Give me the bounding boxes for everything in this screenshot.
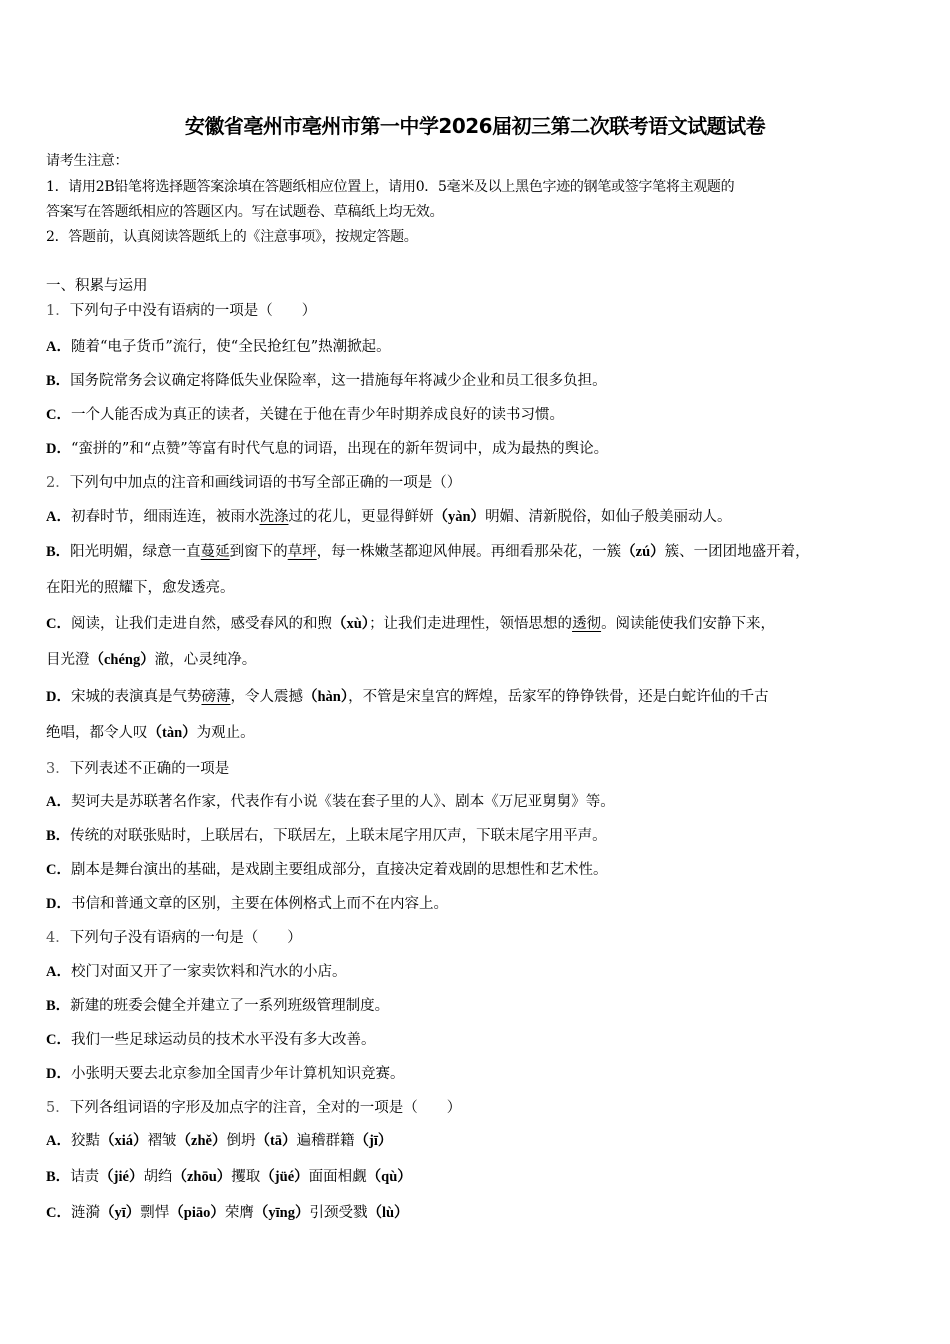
pinyin: （zú）	[621, 544, 665, 560]
option-text: 新建的班委会健全并建立了一系列班级管理制度。	[70, 998, 390, 1014]
option-label: C．	[46, 1205, 71, 1221]
question-number: 5．	[46, 1100, 70, 1116]
word: 剽悍	[140, 1205, 170, 1221]
q1-option-c	[46, 405, 564, 425]
option-label: B．	[46, 373, 71, 389]
word: 面面相觑	[308, 1169, 367, 1185]
notice-heading: 请考生注意：	[46, 153, 129, 169]
option-label: A．	[46, 339, 71, 355]
option-text: 到窗下的	[229, 544, 288, 560]
pinyin: （yīng）	[253, 1205, 310, 1221]
question-4-stem	[46, 928, 302, 948]
question-2-stem	[46, 473, 461, 493]
option-text: ，不管是宋皇宫的辉煌，岳家军的铮铮铁骨，还是白蛇许仙的千古	[348, 689, 769, 705]
q4-option-b	[46, 996, 389, 1016]
underlined-word: 蔓延	[200, 544, 230, 560]
underlined-word: 洗涤	[259, 509, 289, 525]
pinyin: （zhě）	[176, 1133, 227, 1149]
word: 褶皱	[147, 1133, 177, 1149]
word: 诘责	[70, 1169, 100, 1185]
underlined-word: 透彻	[572, 616, 602, 632]
pinyin: （qù）	[366, 1169, 412, 1185]
underlined-word: 草坪	[287, 544, 317, 560]
notice-line-2: 答案写在答题纸相应的答题区内。写在试题卷、草稿纸上均无效。	[46, 204, 444, 220]
q3-option-d	[46, 894, 448, 914]
pinyin: （piāo）	[169, 1205, 225, 1221]
option-text: 过的花儿，更显得鲜	[288, 509, 419, 525]
option-label: A．	[46, 509, 71, 525]
option-label: B．	[46, 1169, 71, 1185]
question-1-stem	[46, 301, 316, 321]
option-text: 一个人能否成为真正的读者，关键在于他在青少年时期养成良好的读书习惯。	[70, 407, 564, 423]
q3-option-b	[46, 826, 607, 846]
q2-option-a	[46, 507, 732, 527]
question-text: 下列句子中没有语病的一项是（ ）	[69, 303, 317, 319]
pinyin: （xiá）	[99, 1133, 148, 1149]
option-label: C．	[46, 616, 71, 632]
word: 涟漪	[70, 1205, 100, 1221]
pinyin: （jī）	[354, 1133, 393, 1149]
section-heading: 一、积累与运用	[46, 278, 148, 294]
notice-line-1: 1．请用2B铅笔将选择题答案涂填在答题纸相应位置上，请用0．5毫米及以上黑色字迹的钢笔或签字笔将主观题的	[46, 179, 735, 195]
option-text: 初春时节，细雨连连，被雨水	[70, 509, 260, 525]
option-label: A．	[46, 794, 71, 810]
option-text: ，令人震	[230, 689, 289, 705]
q2-option-d	[46, 687, 769, 707]
word: 倒坍	[226, 1133, 256, 1149]
q1-option-b	[46, 371, 607, 391]
word: 遍稽群籍	[296, 1133, 355, 1149]
option-label: B．	[46, 828, 71, 844]
pinyin: （yàn）	[433, 509, 486, 525]
q2-option-c	[46, 614, 775, 634]
option-text: 绝唱，都令人	[46, 725, 133, 741]
question-3-stem	[46, 759, 229, 779]
option-text: 传统的对联张贴时，上联居右，下联居左，上联末尾字用仄声，下联末尾字用平声。	[70, 828, 607, 844]
q5-option-c	[46, 1203, 409, 1223]
option-text: 目光	[46, 652, 75, 668]
option-text: 阳光明媚，绿意一直	[70, 544, 201, 560]
option-label: A．	[46, 1133, 71, 1149]
option-label: C．	[46, 1032, 71, 1048]
option-text: 剧本是舞台演出的基础，是戏剧主要组成部分，直接决定着戏剧的思想性和艺术性。	[70, 862, 608, 878]
option-label: B．	[46, 544, 71, 560]
pinyin: （chéng）	[89, 652, 155, 668]
q4-option-a	[46, 962, 346, 982]
word: 荣膺	[224, 1205, 254, 1221]
word: 狡黠	[70, 1133, 100, 1149]
pinyin: （tā）	[255, 1133, 297, 1149]
dotted-char: 澄	[75, 652, 90, 668]
q4-option-c	[46, 1030, 375, 1050]
dotted-char: 叹	[133, 725, 148, 741]
word: 攫取	[231, 1169, 261, 1185]
option-text: 。阅读能使我们安静下来，	[601, 616, 776, 632]
option-label: B．	[46, 998, 71, 1014]
q2-option-b-line2: 在阳光的照耀下，愈发透亮。	[46, 580, 235, 596]
option-text: “蛮拼的”和“点赞”等富有时代气息的词语，出现在的新年贺词中，成为最热的舆论。	[70, 441, 609, 457]
document-title: 安徽省亳州市亳州市第一中学2026届初三第二次联考语文试题试卷	[184, 114, 766, 138]
question-text: 下列表述不正确的一项是	[69, 761, 230, 777]
q1-option-a	[46, 337, 391, 357]
q5-option-b	[46, 1167, 412, 1187]
option-label: C．	[46, 407, 71, 423]
pinyin: （lù）	[367, 1205, 409, 1221]
dotted-char: 簇	[606, 544, 622, 560]
option-text: 阅读，让我们走进自然，感受春风的和	[70, 616, 318, 632]
word: 胡绉	[143, 1169, 173, 1185]
question-text: 下列各组词语的字形及加点字的注音，全对的一项是（ ）	[69, 1100, 462, 1116]
option-label: C．	[46, 862, 71, 878]
option-text: 小张明天要去北京参加全国青少年计算机知识竞赛。	[70, 1066, 405, 1082]
pinyin: （jié）	[99, 1169, 144, 1185]
q3-option-c	[46, 860, 607, 880]
dotted-char: 撼	[288, 689, 303, 705]
q1-option-d	[46, 439, 608, 459]
option-text: 校门对面又开了一家卖饮料和汽水的小店。	[70, 964, 347, 980]
pinyin: （yī）	[99, 1205, 141, 1221]
pinyin: （hàn）	[302, 689, 349, 705]
q2-option-d-line2	[46, 723, 255, 743]
option-text: 国务院常务会议确定将降低失业保险率，这一措施每年将减少企业和员工很多负担。	[70, 373, 607, 389]
q4-option-d	[46, 1064, 404, 1084]
q2-option-c-line2	[46, 650, 256, 670]
question-text: 下列句子没有语病的一句是（ ）	[69, 930, 302, 946]
option-text: 澈，心灵纯净。	[154, 652, 257, 668]
option-text: 书信和普通文章的区别，主要在体例格式上而不在内容上。	[70, 896, 448, 912]
option-label: A．	[46, 964, 71, 980]
dotted-char: 煦	[317, 616, 332, 632]
question-number: 3．	[46, 761, 70, 777]
question-number: 1．	[46, 303, 70, 319]
q2-option-b	[46, 542, 810, 562]
option-label: D．	[46, 1066, 71, 1082]
option-text: ，每一株嫩茎都迎风伸展。再细看那朵花，一	[316, 544, 607, 560]
option-label: D．	[46, 896, 71, 912]
notice-line-3: 2．答题前，认真阅读答题纸上的《注意事项》，按规定答题。	[46, 229, 418, 245]
pinyin: （tàn）	[147, 725, 197, 741]
underlined-word: 磅薄	[201, 689, 231, 705]
option-label: D．	[46, 689, 71, 705]
q3-option-a	[46, 792, 615, 812]
option-text: 为观止。	[196, 725, 255, 741]
option-text: 随着“电子货币”流行，使“全民抢红包”热潮掀起。	[70, 339, 391, 355]
option-text: ；让我们走进理性，领悟思想的	[369, 616, 573, 632]
question-5-stem	[46, 1098, 461, 1118]
pinyin: （zhōu）	[172, 1169, 232, 1185]
question-number: 4．	[46, 930, 70, 946]
option-label: D．	[46, 441, 71, 457]
question-number: 2．	[46, 475, 70, 491]
option-text: 明媚、清新脱俗，如仙子般美丽动人。	[485, 509, 732, 525]
option-text: 契诃夫是苏联著名作家，代表作有小说《装在套子里的人》、剧本《万尼亚舅舅》等。	[70, 794, 615, 810]
word: 引颈受戮	[309, 1205, 368, 1221]
q5-option-a	[46, 1131, 392, 1151]
question-text: 下列句中加点的注音和画线词语的书写全部正确的一项是（）	[69, 475, 462, 491]
pinyin: （jüé）	[260, 1169, 309, 1185]
option-text: 我们一些足球运动员的技术水平没有多大改善。	[70, 1032, 376, 1048]
option-text: 簇、一团团地盛开着，	[664, 544, 810, 560]
pinyin: （xù）	[331, 616, 370, 632]
option-text: 宋城的表演真是气势	[70, 689, 202, 705]
dotted-char: 妍	[418, 509, 434, 525]
